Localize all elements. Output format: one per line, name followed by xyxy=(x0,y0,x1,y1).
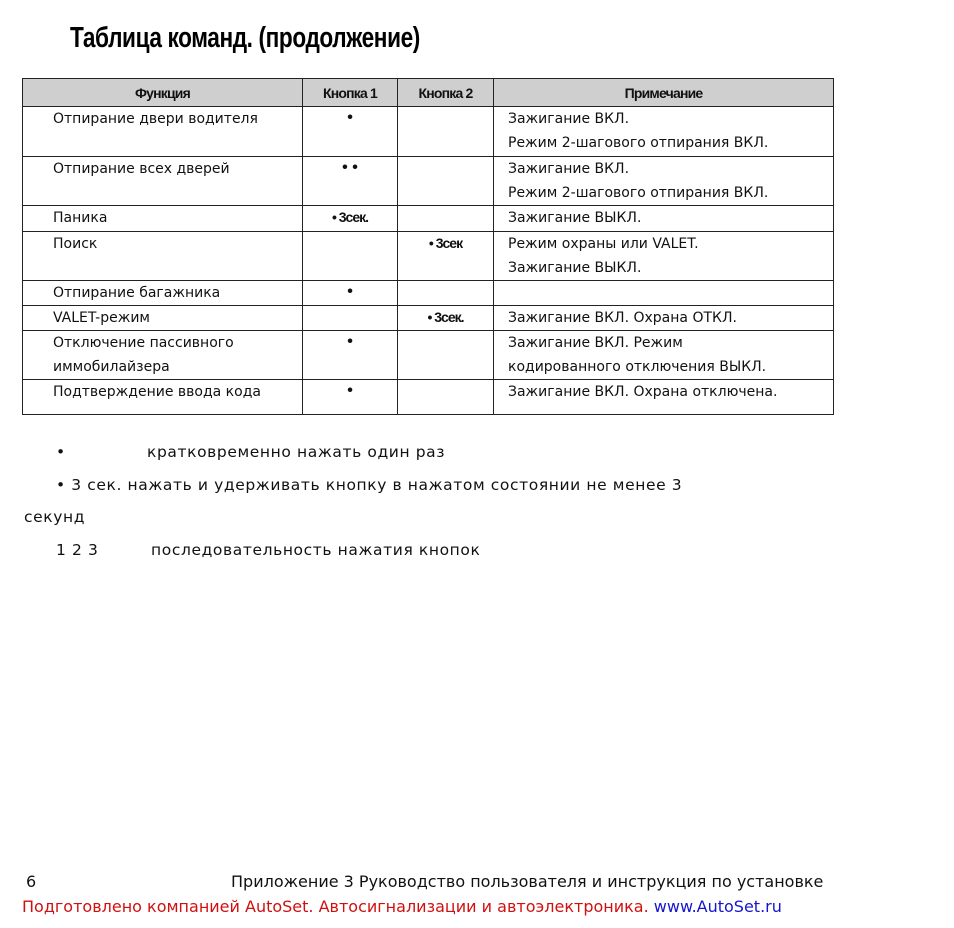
cell-button1 xyxy=(303,157,398,206)
function-line: Отключение пассивного xyxy=(53,335,234,351)
function-line: Отпирание двери водителя xyxy=(53,111,258,127)
table-row xyxy=(23,306,834,331)
cell-button2 xyxy=(398,281,494,306)
page-title: Таблица команд. (продолжение) xyxy=(70,22,420,54)
legend-sequence-numbers: 1 2 3 xyxy=(56,541,99,559)
legend-long-press: • 3 сек. нажать и удерживать кнопку в нажатом состоянии не менее 3 xyxy=(56,476,683,494)
legend-short-press: кратковременно нажать один раз xyxy=(147,443,446,461)
cell-button2 xyxy=(398,157,494,206)
cell-note xyxy=(494,306,834,331)
cell-function xyxy=(23,380,303,415)
note-line: Режим 2-шагового отпирания ВКЛ. xyxy=(508,185,769,201)
cell-button2 xyxy=(398,306,494,331)
credit-text: Подготовлено компанией AutoSet. Автосигнализации и автоэлектроника. xyxy=(22,897,649,916)
header-button1: Кнопка 1 xyxy=(303,79,398,107)
note-line: Режим охраны или VALET. xyxy=(508,236,699,252)
note-line: Зажигание ВКЛ. Режим xyxy=(508,335,683,351)
button2-press: • 3сек xyxy=(428,235,463,251)
legend-sequence: последовательность нажатия кнопок xyxy=(151,541,481,559)
cell-button1 xyxy=(303,380,398,415)
cell-button1 xyxy=(303,206,398,232)
cell-button1 xyxy=(303,107,398,157)
button2-press xyxy=(398,281,493,303)
table-row xyxy=(23,331,834,380)
page-number: 6 xyxy=(26,872,37,891)
cell-note xyxy=(494,157,834,206)
table-row xyxy=(23,107,834,157)
cell-note xyxy=(494,331,834,380)
header-function: Функция xyxy=(23,79,303,107)
cell-function xyxy=(23,232,303,281)
cell-function xyxy=(23,306,303,331)
button2-press xyxy=(398,157,493,179)
function-line: Отпирание всех дверей xyxy=(53,161,230,177)
cell-button2 xyxy=(398,331,494,380)
credit-line xyxy=(22,897,782,916)
button2-press xyxy=(398,331,493,353)
note-line: Зажигание ВКЛ. Охрана ОТКЛ. xyxy=(508,310,737,326)
header-button2: Кнопка 2 xyxy=(398,79,494,107)
cell-function xyxy=(23,281,303,306)
cell-button1 xyxy=(303,232,398,281)
table-row xyxy=(23,232,834,281)
button1-press xyxy=(303,232,397,254)
cell-note xyxy=(494,380,834,415)
button2-press: • 3сек. xyxy=(427,309,464,325)
function-line: VALET-режим xyxy=(53,310,150,326)
cell-function xyxy=(23,107,303,157)
table-row xyxy=(23,157,834,206)
note-line: Зажигание ВЫКЛ. xyxy=(508,210,642,226)
table-row xyxy=(23,206,834,232)
button1-press: • 3сек. xyxy=(331,209,369,225)
note-line: Режим 2-шагового отпирания ВКЛ. xyxy=(508,135,769,151)
cell-function xyxy=(23,157,303,206)
header-note: Примечание xyxy=(494,79,834,107)
cell-note xyxy=(494,206,834,232)
note-line: кодированного отключения ВЫКЛ. xyxy=(508,359,767,375)
cell-note xyxy=(494,281,834,306)
cell-function xyxy=(23,206,303,232)
cell-button1 xyxy=(303,281,398,306)
legend-long-press-cont: секунд xyxy=(24,508,86,526)
cell-button1 xyxy=(303,306,398,331)
cell-button2 xyxy=(398,232,494,281)
button2-press xyxy=(398,107,493,129)
credit-link[interactable]: www.AutoSet.ru xyxy=(653,897,782,916)
legend-bullet-symbol: • xyxy=(56,443,66,461)
button1-press: • xyxy=(347,283,353,300)
button1-press xyxy=(303,306,397,328)
button2-press xyxy=(398,380,493,402)
table-row xyxy=(23,380,834,415)
cell-button2 xyxy=(398,380,494,415)
note-line: Зажигание ВКЛ. Охрана отключена. xyxy=(508,384,778,400)
cell-button2 xyxy=(398,107,494,157)
button2-press xyxy=(398,206,493,228)
note-line: Зажигание ВКЛ. xyxy=(508,161,630,177)
table-header-row xyxy=(23,79,834,107)
function-line: Паника xyxy=(53,210,108,226)
cell-function xyxy=(23,331,303,380)
function-line: Отпирание багажника xyxy=(53,285,221,301)
cell-button2 xyxy=(398,206,494,232)
table-row xyxy=(23,281,834,306)
footer-doc-title: Приложение 3 Руководство пользователя и инструкция по установке xyxy=(231,872,824,891)
button1-press: • xyxy=(347,109,353,126)
note-line: Зажигание ВКЛ. xyxy=(508,111,630,127)
function-line: Подтверждение ввода кода xyxy=(53,384,261,400)
function-line: Поиск xyxy=(53,236,98,252)
button1-press: • xyxy=(347,333,353,350)
function-line: иммобилайзера xyxy=(53,359,170,375)
cell-note xyxy=(494,232,834,281)
commands-table xyxy=(22,78,834,415)
button1-press: • • xyxy=(342,159,358,176)
cell-note xyxy=(494,107,834,157)
note-line xyxy=(508,281,833,305)
button1-press: • xyxy=(347,382,353,399)
cell-button1 xyxy=(303,331,398,380)
note-line: Зажигание ВЫКЛ. xyxy=(508,260,642,276)
